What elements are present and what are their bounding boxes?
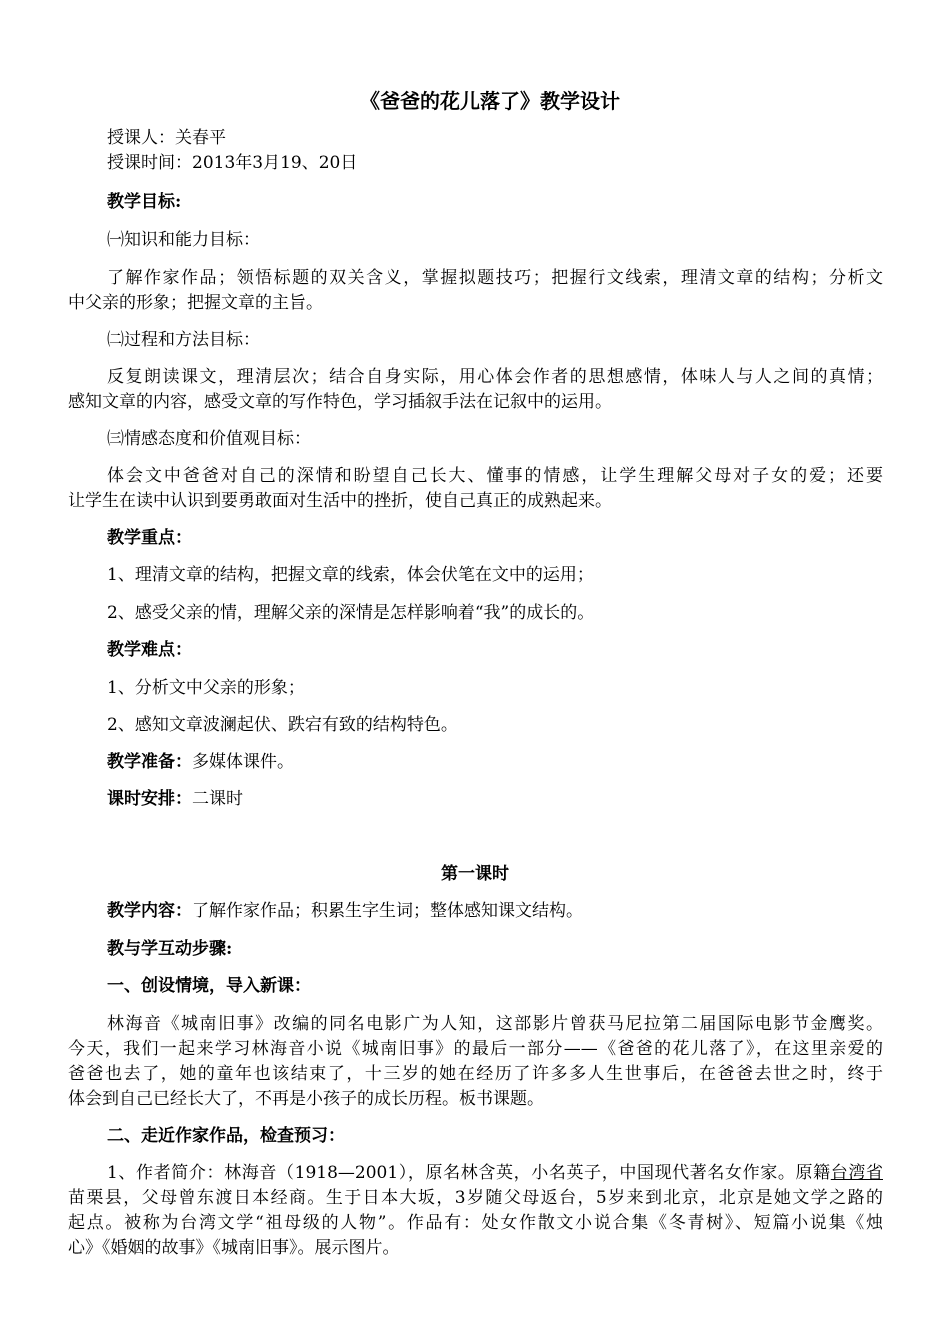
difficulties-heading: 教学难点： (107, 640, 192, 660)
obj1-text-line: 中父亲的形象；把握文章的主旨。 (68, 293, 323, 313)
preparation-line (107, 751, 883, 773)
step2-text-line: 心》《婚姻的故事》《城南旧事》。展示图片。 (68, 1238, 400, 1258)
preparation-label: 教学准备： (107, 752, 192, 772)
step1-text-line: 体会到自己已经长大了，不再是小孩子的成长历程。板书课题。 (68, 1089, 544, 1109)
step2-text-line: 起点。被称为台湾文学“祖母级的人物”。作品有：处女作散文小说合集《冬青树》、短篇小说集《烛 (68, 1213, 883, 1233)
obj3-heading: ㈢情感态度和价值观目标： (107, 429, 311, 449)
key-point-item: 1、理清文章的结构，把握文章的线索，体会伏笔在文中的运用； (107, 565, 594, 585)
schedule-line (107, 788, 883, 810)
step2-heading: 二、走近作家作品，检查预习： (107, 1126, 345, 1146)
obj3-text-line: 体会文中爸爸对自己的深情和盼望自己长大、懂事的情感，让学生理解父母对子女的爱；还要 (107, 466, 883, 486)
step1-text-line: 今天，我们一起来学习林海音小说《城南旧事》的最后一部分——《爸爸的花儿落了》，在这里亲爱的 (68, 1039, 883, 1059)
key-points-heading: 教学重点： (107, 528, 192, 548)
step2-text-line (107, 1162, 883, 1184)
objectives-heading: 教学目标: (107, 192, 182, 212)
teacher-line: 授课人：关春平 (107, 128, 226, 148)
content-label: 教学内容： (107, 901, 192, 921)
document-title: 《爸爸的花儿落了》教学设计 (360, 89, 620, 113)
schedule-label: 课时安排： (107, 789, 192, 809)
schedule-value: 二课时 (192, 789, 243, 809)
obj2-text-line: 反复朗读课文，理清层次；结合自身实际，用心体会作者的思想感情，体味人与人之间的真情； (107, 367, 883, 387)
steps-heading: 教与学互动步骤: (107, 939, 233, 959)
step1-text-line: 爸爸也去了，她的童年也该结束了，十三岁的她在经历了许多多人生世事后，在爸爸去世之时，终于 (68, 1064, 883, 1084)
obj2-heading: ㈡过程和方法目标： (107, 330, 260, 350)
difficulty-item: 2、感知文章波澜起伏、跌宕有致的结构特色。 (107, 715, 458, 735)
step1-text-line: 林海音《城南旧事》改编的同名电影广为人知，这部影片曾获马尼拉第二届国际电影节金鹰奖。 (107, 1014, 883, 1034)
step1-heading: 一、创设情境，导入新课： (107, 976, 311, 996)
author-intro-text: 1、作者简介：林海音（1918—2001），原名林含英，小名英子，中国现代著名女作家。原籍 (107, 1163, 831, 1183)
obj1-text-line: 了解作家作品；领悟标题的双关含义，掌握拟题技巧；把握行文线索，理清文章的结构；分析文 (107, 268, 883, 288)
content-line (107, 900, 883, 922)
difficulty-item: 1、分析文中父亲的形象； (107, 678, 305, 698)
key-point-item: 2、感受父亲的情，理解父亲的深情是怎样影响着“我”的成长的。 (107, 603, 595, 623)
taiwan-province-link[interactable]: 台湾省 (830, 1163, 883, 1183)
content-value: 了解作家作品；积累生字生词；整体感知课文结构。 (192, 901, 583, 921)
obj3-text-line: 让学生在读中认识到要勇敢面对生活中的挫折，使自己真正的成熟起来。 (68, 491, 612, 511)
date-line: 授课时间：2013年3月19、20日 (107, 153, 358, 173)
preparation-value: 多媒体课件。 (192, 752, 294, 772)
step2-text-line: 苗栗县，父母曾东渡日本经商。生于日本大坂，3岁随父母返台，5岁来到北京，北京是她文学之路的 (68, 1188, 883, 1208)
obj2-text-line: 感知文章的内容，感受文章的写作特色，学习插叙手法在记叙中的运用。 (68, 392, 612, 412)
obj1-heading: ㈠知识和能力目标： (107, 230, 260, 250)
lesson1-title: 第一课时 (441, 864, 509, 884)
